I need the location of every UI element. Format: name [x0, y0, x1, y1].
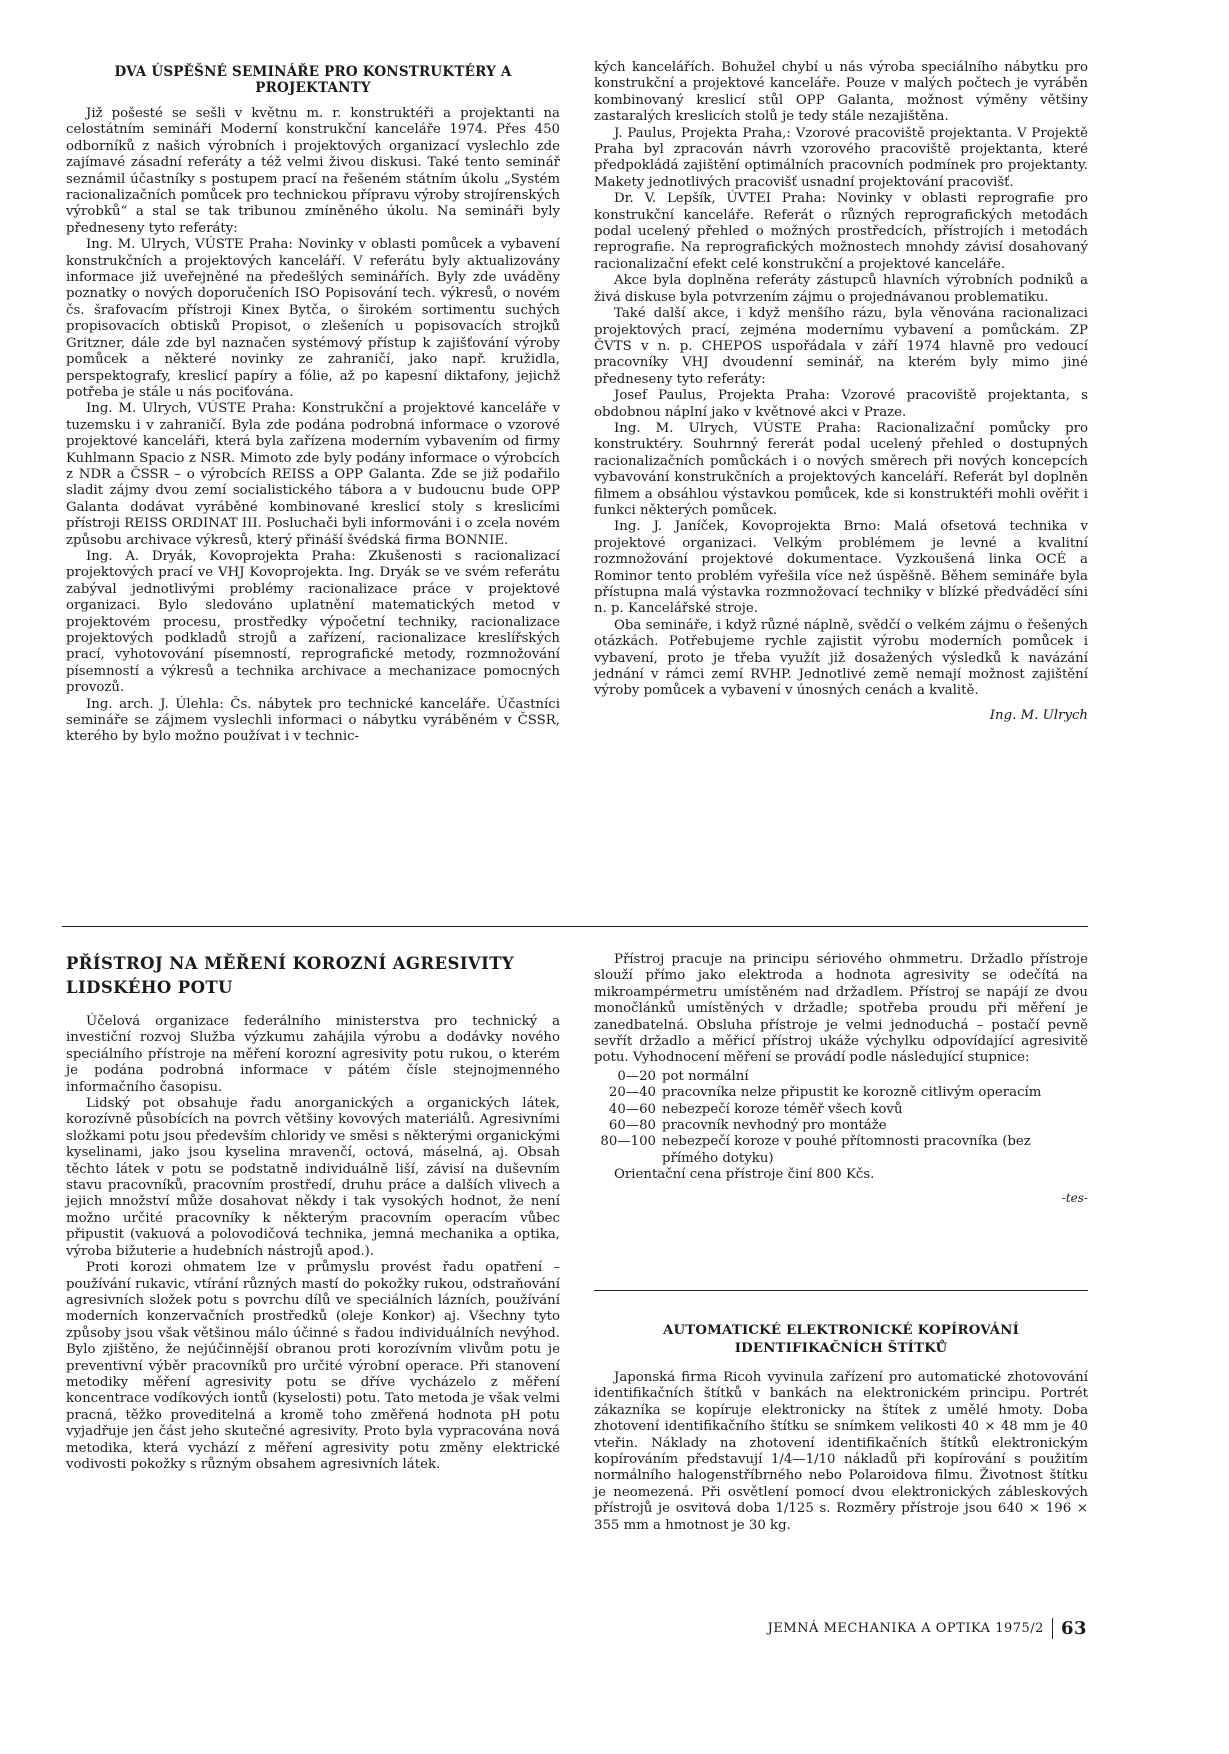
article2-title-line: LIDSKÉHO POTU — [66, 978, 233, 997]
page-number: 63 — [1052, 1618, 1087, 1639]
article1-paragraph: Také další akce, i když menšího rázu, byla věnována racionalizaci projektových prací, zejména modernímu vybavení a pomůckám. ZP ČVTS v n. p. CHEPOS uspořádala v září 1974 hlavně pro vedoucí pracovníky VHJ dvoudenní seminář, na kterém byly mimo jiné předneseny tyto referáty: — [594, 306, 1088, 387]
article1-paragraph: Akce byla doplněna referáty zástupců hlavních výrobních podniků a živá diskuse byla potvrzením zájmu o projednávanou problematiku. — [594, 273, 1088, 305]
article2-right-column — [594, 952, 1088, 1206]
article3-column — [594, 1322, 1088, 1534]
article1-right-column — [594, 60, 1088, 724]
scale-row — [594, 1134, 1088, 1167]
article1-paragraph: Ing. M. Ulrych, VÚSTE Praha: Racionalizační pomůcky pro konstruktéry. Souhrnný fererát podal ucelený přehled o dostupných racionalizačních pomůckách i o nových směrech při nových koncepcích vybavování konstrukčních a projektových kanceláří. Referát byl doplněn filmem a obsáhlou výstavkou pomůcek, kde si konstruktéři mohli ověřit i funkci některých pomůcek. — [594, 420, 1088, 518]
scale-text: pracovníka nelze připustit ke korozně citlivým operacím — [662, 1085, 1042, 1101]
article2-title-line: PŘÍSTROJ NA MĚŘENÍ KOROZNÍ AGRESIVITY — [66, 954, 515, 973]
article3-title-line: IDENTIFIKAČNÍCH ŠTÍTKŮ — [734, 1341, 948, 1356]
section-divider — [594, 1290, 1088, 1291]
article2-price: Orientační cena přístroje činí 800 Kčs. — [614, 1167, 875, 1183]
article1-paragraph: Dr. V. Lepšík, ÚVTEI Praha: Novinky v oblasti reprografie pro konstrukční kanceláře. Referát o různých reprografických metodách podal ucelený přehled o možných prostředcích, přístrojích i metodách reprografie. Na reprografických možnostech mnohdy závisí dosahovaný racionalizační efekt celé konstrukční a projektové kanceláře. — [594, 191, 1088, 272]
article2-left-column — [66, 952, 560, 1473]
article1-paragraph: kých kancelářích. Bohužel chybí u nás výroba speciálního nábytku pro konstrukční a projektové kanceláře. Pouze v malých počtech je vyráběn kombinovaný kreslicí stůl OPP Galanta, možnost výměny většiny zastaralých kreslicích stolů je tedy stále nezajištěna. — [594, 60, 1088, 125]
scale-range: 80—100 — [600, 1134, 656, 1150]
scale-range: 20—40 — [608, 1085, 656, 1101]
article1-paragraph: J. Paulus, Projekta Praha,: Vzorové pracoviště projektanta. V Projektě Praha byl zpracován návrh vzorového pracoviště projektanta, které předpokládá zajištění optimálních pracovních podmínek pro projektanty. Makety jednotlivých pracovišť usnadní projektování pracovišť. — [594, 125, 1088, 190]
article1-paragraph: Ing. M. Ulrych, VÚSTE Praha: Konstrukční a projektové kanceláře v tuzemsku i v zahraničí. Byla zde podána podrobná informace o vzorové projektové kanceláři, která byla zařízena moderním vybavením od firmy Kuhlmann Spacio z NSR. Mimoto zde byly podány informace o výrobcích z NDR a ČSSR – o výrobcích REISS a OPP Galanta. Zde se již podařilo sladit zájmy dvou zemí socialistického tábora a v budoucnu bude OPP Galanta dodávat vyráběné kombinované kreslicí stoly s kreslicími přístroji REISS ORDINAT III. Posluchači byli informováni i o zcela novém způsobu archivace výkresů, který přináší švédská firma BONNIE. — [66, 401, 560, 548]
page-footer — [768, 1618, 1087, 1639]
article1-paragraph: Ing. arch. J. Úlehla: Čs. nábytek pro technické kanceláře. Účastníci semináře se zájmem vyslechli informaci o nábytku vyráběném v ČSSR, kterého by bylo možno používat i v technic- — [66, 696, 560, 745]
article1-title: DVA ÚSPĚŠNÉ SEMINÁŘE PRO KONSTRUKTÉRY A PROJEKTANTY — [114, 64, 512, 96]
scale-text: nebezpečí koroze v pouhé přítomnosti pracovníka (bez přímého dotyku) — [662, 1134, 1031, 1166]
journal-name: JEMNÁ MECHANIKA A OPTIKA 1975/2 — [767, 1621, 1044, 1636]
section-divider — [62, 926, 1088, 927]
agresivity-scale — [594, 1069, 1088, 1167]
scale-range: 0—20 — [617, 1068, 656, 1084]
article3-title-line: AUTOMATICKÉ ELEKTRONICKÉ KOPÍROVÁNÍ — [662, 1323, 1020, 1338]
scale-row — [594, 1069, 1088, 1085]
article2-signature: -tes- — [1061, 1190, 1088, 1205]
article1-paragraph: Oba semináře, i když různé náplně, svědčí o velkém zájmu o řešených otázkách. Potřebujeme rychle zajistit výrobu moderních pomůcek i vybavení, proto je třeba využít již dosažených výsledků k navázání jednání v rámci zemí RVHP. Jednotlivé země nemají možnost zajištění výroby pomůcek a vybavení v únosných cenách a kvalitě. — [594, 617, 1088, 699]
article1-paragraph: Ing. M. Ulrych, VÚSTE Praha: Novinky v oblasti pomůcek a vybavení konstrukčních a projektových kanceláří. V referátu byly aktualizovány informace již uveřejněné na předešlých seminářích. Byly zde uváděny poznatky o nových doporučeních ISO Popisování tech. výkresů, o novém čs. šrafovacím přístroji Kinex Bytča, o širokém sortimentu suchých propisovacích obtisků Propisot, o zlešeních u popisovacích strojků Gritzner, dále zde byl naznačen systémový přístup k zajišťování výroby pomůcek a některé novinky ze zahraničí, jako např. kružidla, perspektografy, kreslicí papíry a fólie, až po kapesní diktafony, jejichž potřeba je stále u nás pociťována. — [66, 237, 560, 400]
article2-paragraph: Účelová organizace federálního ministerstva pro technický a investiční rozvoj Služba výzkumu zahájila výrobu a dodávky nového speciálního přístroje na měření korozní agresivity potu rukou, o kterém je podána podrobná informace v pátém čísle stejnojmenného informačního časopisu. — [66, 1014, 560, 1095]
scale-text: pracovník nevhodný pro montáže — [662, 1118, 887, 1134]
scale-range: 60—80 — [608, 1118, 656, 1134]
scale-row — [594, 1118, 1088, 1134]
article3-title — [594, 1322, 1088, 1358]
article1-paragraph: Ing. A. Dryák, Kovoprojekta Praha: Zkušenosti s racionalizací projektových prací ve VHJ Kovoprojekta. Ing. Dryák se ve svém referátu zabýval jednotlivými problémy racionalizace práce v projektové organizaci. Bylo sledováno uplatnění matematických metod v projektovém procesu, prostředky výpočetní techniky, racionalizace projektových podkladů strojů a zařízení, racionalizace kreslířských prací, vyhotovování písemností, reprografické metody, rozmnožování písemností a výkresů a technika archivace a mechanizace pomocných provozů. — [66, 548, 560, 696]
scale-text: nebezpečí koroze téměř všech kovů — [662, 1101, 903, 1117]
scale-text: pot normální — [662, 1068, 749, 1084]
article2-paragraph: Přístroj pracuje na principu sériového ohmmetru. Držadlo přístroje slouží přímo jako elektroda a hodnota agresivity se odečítá na mikroampérmetru umístěném nad držadlem. Přístroj se napájí ze dvou monočlánků umístěných v držadle; spotřeba proudu při měření je zanedbatelná. Obsluha přístroje je velmi jednoduchá – postačí pevně sevřít držadlo a měřicí přístroj ukáže výchylku odpovídající agresivitě potu. Vyhodnocení měření se provádí podle následující stupnice: — [594, 952, 1088, 1066]
article1-paragraph: Již pošesté se sešli v květnu m. r. konstruktéři a projektanti na celostátním semináři Moderní konstrukční kanceláře 1974. Přes 450 odborníků z našich výrobních i projektových organizací vyslechlo zde zajímavé zásadní referáty a též velmi živou diskusi. Také tento seminář seznámil účastníky s postupem prací na řešeném státním úkolu „Systém racionalizačních pomůcek pro technickou přípravu výroby strojírenských výrobků“ a stal se tak tribunou zmíněného úkolu. Na semináři byly předneseny tyto referáty: — [66, 106, 560, 236]
article1-paragraph: Josef Paulus, Projekta Praha: Vzorové pracoviště projektanta, s obdobnou náplní jako v květnové akci v Praze. — [594, 388, 1088, 420]
article2-title — [66, 952, 560, 1000]
article3-paragraph: Japonská firma Ricoh vyvinula zařízení pro automatické zhotovování identifikačních štítků v bankách na elektronickém principu. Portrét zákazníka se kopíruje elektronicky na štítek z umělé hmoty. Doba zhotovení identifikačního štítku se snímkem velikosti 40 × 48 mm je 40 vteřin. Náklady na zhotovení identifikačních štítků elektronickým kopírováním představují 1/4—1/10 nákladů při kopírování s použitím normálního halogenstříbrného nebo Polaroidova filmu. Životnost štítku je neomezená. Při osvětlení pomocí dvou elektronických zábleskových přístrojů je osvitová doba 1/125 s. Rozměry přístroje jsou 640 × 196 × 355 mm a hmotnost je 30 kg. — [594, 1370, 1088, 1533]
article1-signature: Ing. M. Ulrych — [989, 707, 1088, 723]
article1-paragraph: Ing. J. Janíček, Kovoprojekta Brno: Malá ofsetová technika v projektové organizaci. Velkým problémem je levné a kvalitní rozmnožování projektové dokumentace. Vyzkoušená linka OCÉ a Rominor tento problém vyřešila více než úspěšně. Během semináře byla přístupna malá výstavka rozmnožovací techniky v blízké předváděcí síni n. p. Kancelářské stroje. — [594, 519, 1088, 617]
scale-row — [594, 1085, 1088, 1101]
scale-row — [594, 1102, 1088, 1118]
article1-left-column — [66, 64, 560, 746]
article2-paragraph: Proti korozi ohmatem lze v průmyslu provést řadu opatření – používání rukavic, vtírání různých mastí do pokožky rukou, odstraňování agresivních složek potu s povrchu dílů ve speciálních lázních, používání moderních konzervačních prostředků (oleje Konkor) aj. Všechny tyto způsoby jsou však většinou málo účinné s řadou individuálních nevýhod. Bylo zjištěno, že nejúčinnější obranou proti korozívním vlivům potu je preventivní výběr pracovníků pro určité výrobní operace. Při stanovení metodiky měření agresivity potu se dříve vycházelo z měření koncentrace vodíkových iontů (kyselosti) potu. Tato metoda je však velmi pracná, těžko proveditelná a kromě toho změřená hodnota pH potu vyjadřuje jen část jeho skutečné agresivity. Proto byla vypracována nová metodika, která vychází z měření agresivity potu změny elektrické vodivosti pokožky s různým obsahem agresivních látek. — [66, 1260, 560, 1472]
article2-paragraph: Lidský pot obsahuje řadu anorganických a organických látek, korozívně působících na povrch většiny kovových materiálů. Agresivními složkami potu jsou především chloridy ve směsi s některými organickými kyselinami, jako jsou kyselina mravenčí, octová, máselná, aj. Obsah těchto látek v potu se podstatně individuálně liší, závisí na duševním stavu pracovníků, pracovním prostředí, druhu práce a dalších vlivech a jejich množství může dosahovat někdy i tak vysokých hodnot, že není možno určité pracovníky k některým pracovním operacím vůbec připustit (vakuová a polovodičová technika, jemná mechanika a optika, výroba bižuterie a hudebních nástrojů apod.). — [66, 1096, 560, 1259]
scale-range: 40—60 — [608, 1101, 656, 1117]
